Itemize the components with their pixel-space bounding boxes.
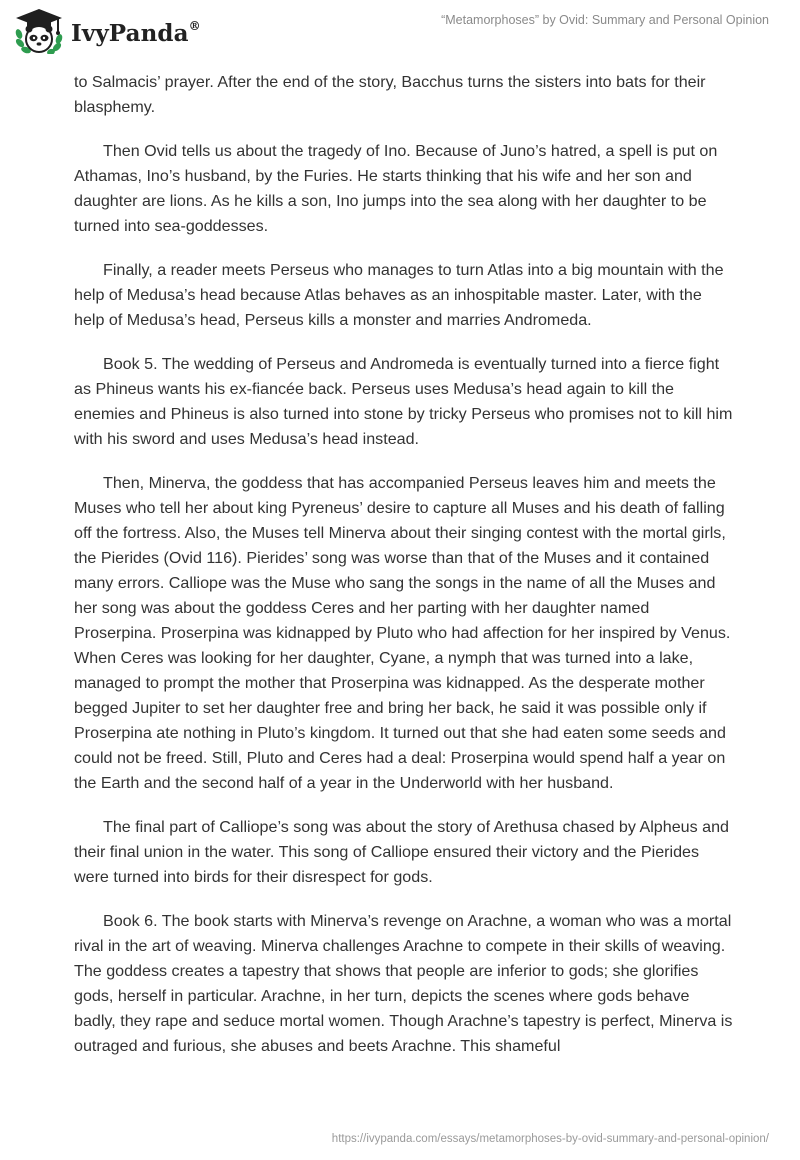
brand-logo[interactable] — [13, 8, 201, 54]
paragraph: Book 5. The wedding of Perseus and Andromeda is eventually turned into a fierce fight as Phineus wants his ex-fiancée back. Perseus uses Medusa’s head again to kill the enemies and Phineus is also turned into stone by tricky Perseus who promises not to kill him with his sword and uses Medusa’s head instead. — [74, 355, 733, 448]
paragraph: Book 6. The book starts with Minerva’s revenge on Arachne, a woman who was a mortal rival in the art of weaving. Minerva challenges Arachne to compete in their skills of weaving. The goddess creates a tapestry that shows that people are inferior to gods; she glorifies gods, herself in particular. Arachne, in her turn, depicts the scenes where gods behave badly, they rape and seduce mortal women. Though Arachne’s tapestry is perfect, Minerva is outraged and furious, she abuses and beets Arachne. This shameful — [74, 912, 733, 1055]
registered-mark: ® — [188, 18, 201, 33]
paragraph: Then Ovid tells us about the tragedy of Ino. Because of Juno’s hatred, a spell is put on Athamas, Ino’s husband, by the Furies. He starts thinking that his wife and her son and daughter are lions. As he kills a son, Ino jumps into the sea along with her daughter to be turned into sea-goddesses. — [74, 142, 718, 235]
panda-graduate-icon — [13, 8, 65, 54]
paragraph: Then, Minerva, the goddess that has accompanied Perseus leaves him and meets the Muses who tell her about king Pyreneus’ desire to capture all Muses and his death of falling off the fortress. Also, the Muses tell Minerva about their singing contest with the mortal girls, the Pierides (Ovid 116). Pierides’ song was worse than that of the Muses and it contained many errors. Calliope was the Muse who sang the songs in the name of all the Muses and her song was about the goddess Ceres and her parting with her daughter named Proserpina. Proserpina was kidnapped by Pluto who had affection for her inspired by Venus. When Ceres was looking for her daughter, Cyane, a nymph that was turned into a lake, managed to prompt the mother that Proserpina was kidnapped. As the desperate mother begged Jupiter to set her daughter free and bring her back, he said it was possible only if Proserpina ate nothing in Pluto’s kingdom. It turned out that she had eaten some seeds and could not be freed. Still, Pluto and Ceres had a deal: Proserpina would spend half a year on the Earth and the second half of a year in the Underworld with her husband. — [74, 474, 731, 792]
paragraph: Finally, a reader meets Perseus who manages to turn Atlas into a big mountain with the help of Medusa’s head because Atlas behaves as an inhospitable master. Later, with the help of Medusa’s head, Perseus kills a monster and marries Andromeda. — [74, 261, 724, 329]
paragraph: to Salmacis’ prayer. After the end of the story, Bacchus turns the sisters into bats for their blasphemy. — [74, 73, 706, 116]
source-url[interactable]: https://ivypanda.com/essays/metamorphoses-by-ovid-summary-and-personal-opinion/ — [331, 1133, 769, 1145]
paragraph: The final part of Calliope’s song was about the story of Arethusa chased by Alpheus and their final union in the water. This song of Calliope ensured their victory and the Pierides were turned into birds for their disrespect for gods. — [74, 818, 729, 886]
page-header — [0, 0, 800, 62]
document-title: “Metamorphoses” by Ovid: Summary and Personal Opinion — [441, 13, 769, 27]
brand-name: IvyPanda® — [71, 18, 201, 47]
essay-body — [74, 70, 734, 1078]
